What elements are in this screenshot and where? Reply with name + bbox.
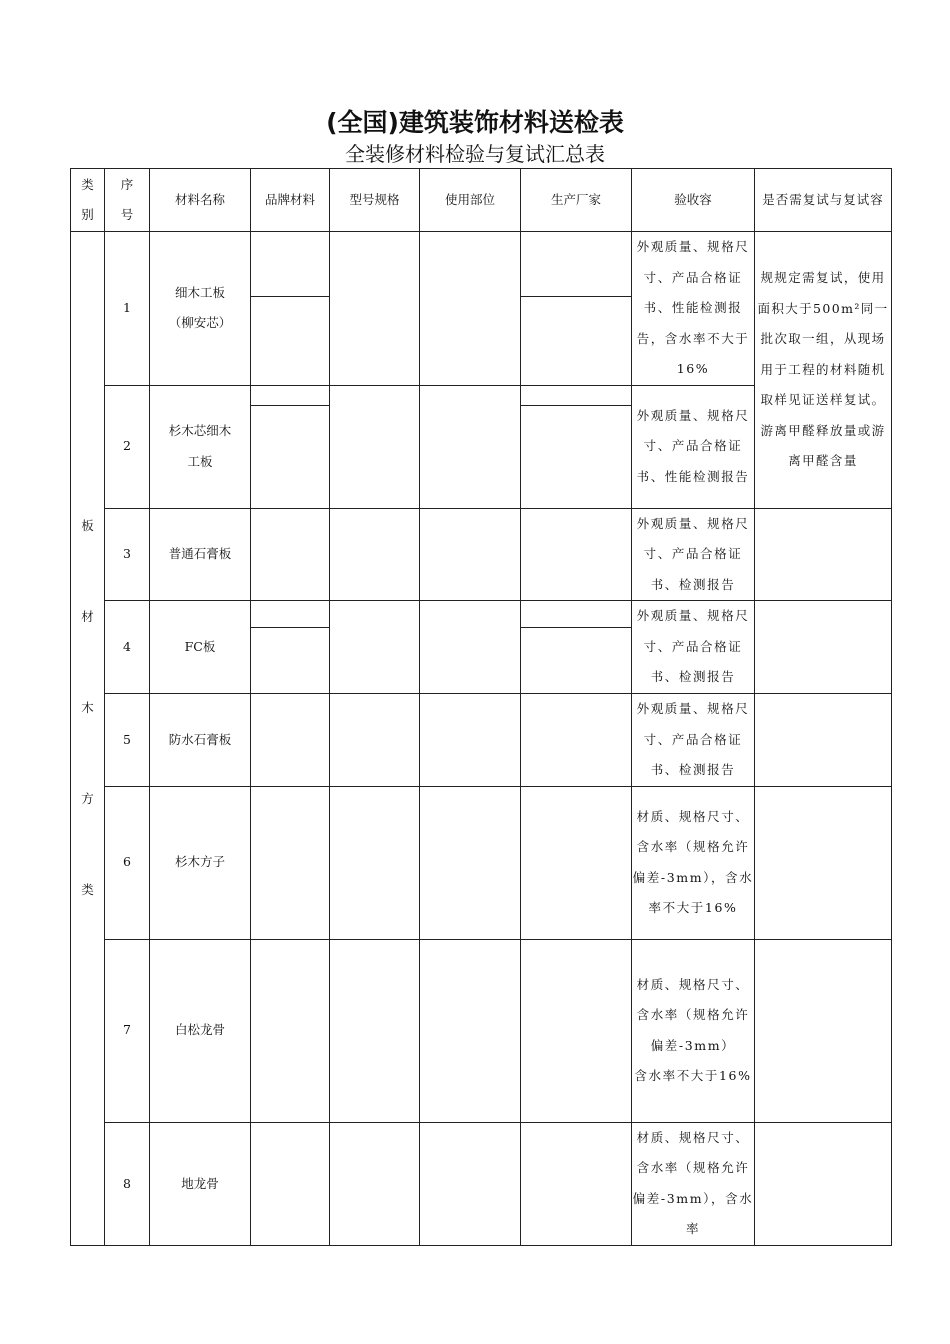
brand-cell <box>251 786 330 939</box>
seq-cell: 6 <box>105 786 150 939</box>
seq-cell: 5 <box>105 694 150 787</box>
model-cell <box>330 694 420 787</box>
acceptance-cell: 材质、规格尺寸、含水率（规格允许偏差-3mm），含水率不大于16% <box>632 786 755 939</box>
maker-cell <box>521 601 632 694</box>
location-cell <box>420 601 521 694</box>
seq-cell: 4 <box>105 601 150 694</box>
acceptance-cell: 外观质量、规格尺寸、产品合格证书、性能检测报告 <box>632 385 755 508</box>
seq-cell: 3 <box>105 508 150 601</box>
category-char: 木 <box>81 699 94 715</box>
location-cell <box>420 232 521 386</box>
retest-cell <box>755 601 892 694</box>
header-brand: 品牌材料 <box>251 169 330 232</box>
page-subtitle: 全装修材料检验与复试汇总表 <box>345 142 605 166</box>
table-row <box>71 786 892 939</box>
table-row <box>71 601 892 694</box>
header-name: 材料名称 <box>150 169 251 232</box>
model-cell <box>330 385 420 508</box>
name-cell: 杉木方子 <box>150 786 251 939</box>
name-line: 杉木芯细木 <box>168 423 232 438</box>
location-cell <box>420 1122 521 1245</box>
acceptance-cell: 外观质量、规格尺寸、产品合格证书、性能检测报告，含水率不大于16% <box>632 232 755 386</box>
maker-cell <box>521 939 632 1122</box>
name-cell: FC板 <box>150 601 251 694</box>
category-char: 材 <box>81 608 94 624</box>
header-row <box>71 169 892 232</box>
category-char: 类 <box>81 881 94 897</box>
model-cell <box>330 601 420 694</box>
location-cell <box>420 508 521 601</box>
maker-cell <box>521 694 632 787</box>
name-cell: 防水石膏板 <box>150 694 251 787</box>
acceptance-cell: 材质、规格尺寸、含水率（规格允许偏差-3mm），含水率 <box>632 1122 755 1245</box>
retest-cell <box>755 786 892 939</box>
name-cell <box>150 385 251 508</box>
header-category <box>71 169 105 232</box>
brand-cell <box>251 1122 330 1245</box>
acceptance-cell <box>632 939 755 1122</box>
seq-cell: 8 <box>105 1122 150 1245</box>
brand-cell <box>251 694 330 787</box>
seq-cell: 7 <box>105 939 150 1122</box>
retest-cell: 规规定需复试，使用面积大于500m²同一批次取一组，从现场用于工程的材料随机取样见证送样复试。游离甲醛释放量或游离甲醛含量 <box>755 232 892 509</box>
category-cell <box>71 232 105 1246</box>
maker-cell <box>521 786 632 939</box>
maker-cell <box>521 385 632 508</box>
name-cell <box>150 232 251 386</box>
location-cell <box>420 939 521 1122</box>
location-cell <box>420 694 521 787</box>
model-cell <box>330 1122 420 1245</box>
location-cell <box>420 385 521 508</box>
header-retest: 是否需复试与复试容 <box>755 169 892 232</box>
table-row <box>71 694 892 787</box>
header-seq-line2: 号 <box>120 207 134 222</box>
location-cell <box>420 786 521 939</box>
page-title: (全国)建筑装饰材料送检表 <box>326 108 624 137</box>
acceptance-text: 材质、规格尺寸、含水率（规格允许偏差-3mm） <box>636 976 750 1053</box>
category-char: 方 <box>81 790 94 806</box>
header-location: 使用部位 <box>420 169 521 232</box>
maker-cell <box>521 508 632 601</box>
category-char: 板 <box>81 517 94 533</box>
header-maker: 生产厂家 <box>521 169 632 232</box>
brand-cell <box>251 601 330 694</box>
name-cell: 普通石膏板 <box>150 508 251 601</box>
header-acceptance: 验收容 <box>632 169 755 232</box>
retest-cell <box>755 694 892 787</box>
table-row <box>71 508 892 601</box>
model-cell <box>330 786 420 939</box>
inspection-table <box>70 168 892 1246</box>
table-row <box>71 939 892 1122</box>
header-category-line2: 别 <box>81 207 94 222</box>
model-cell <box>330 508 420 601</box>
brand-cell <box>251 232 330 386</box>
header-category-line1: 类 <box>81 176 94 192</box>
model-cell <box>330 939 420 1122</box>
acceptance-cell: 外观质量、规格尺寸、产品合格证书、检测报告 <box>632 508 755 601</box>
header-seq-line1: 序 <box>120 176 134 192</box>
header-model: 型号规格 <box>330 169 420 232</box>
name-cell: 地龙骨 <box>150 1122 251 1245</box>
maker-cell <box>521 1122 632 1245</box>
acceptance-cell: 外观质量、规格尺寸、产品合格证书、检测报告 <box>632 694 755 787</box>
header-seq <box>105 169 150 232</box>
brand-cell <box>251 385 330 508</box>
table-row <box>71 232 892 386</box>
acceptance-text-extra: 含水率不大于16% <box>634 1068 752 1083</box>
seq-cell: 1 <box>105 232 150 386</box>
retest-cell <box>755 1122 892 1245</box>
name-cell: 白松龙骨 <box>150 939 251 1122</box>
name-line: 细木工板 <box>174 284 225 300</box>
name-line: 工板 <box>187 453 213 469</box>
retest-cell <box>755 508 892 601</box>
name-line: （柳安芯） <box>168 315 232 331</box>
acceptance-cell: 外观质量、规格尺寸、产品合格证书、检测报告 <box>632 601 755 694</box>
brand-cell <box>251 508 330 601</box>
retest-cell <box>755 939 892 1122</box>
table-row <box>71 1122 892 1245</box>
seq-cell: 2 <box>105 385 150 508</box>
model-cell <box>330 232 420 386</box>
brand-cell <box>251 939 330 1122</box>
maker-cell <box>521 232 632 386</box>
